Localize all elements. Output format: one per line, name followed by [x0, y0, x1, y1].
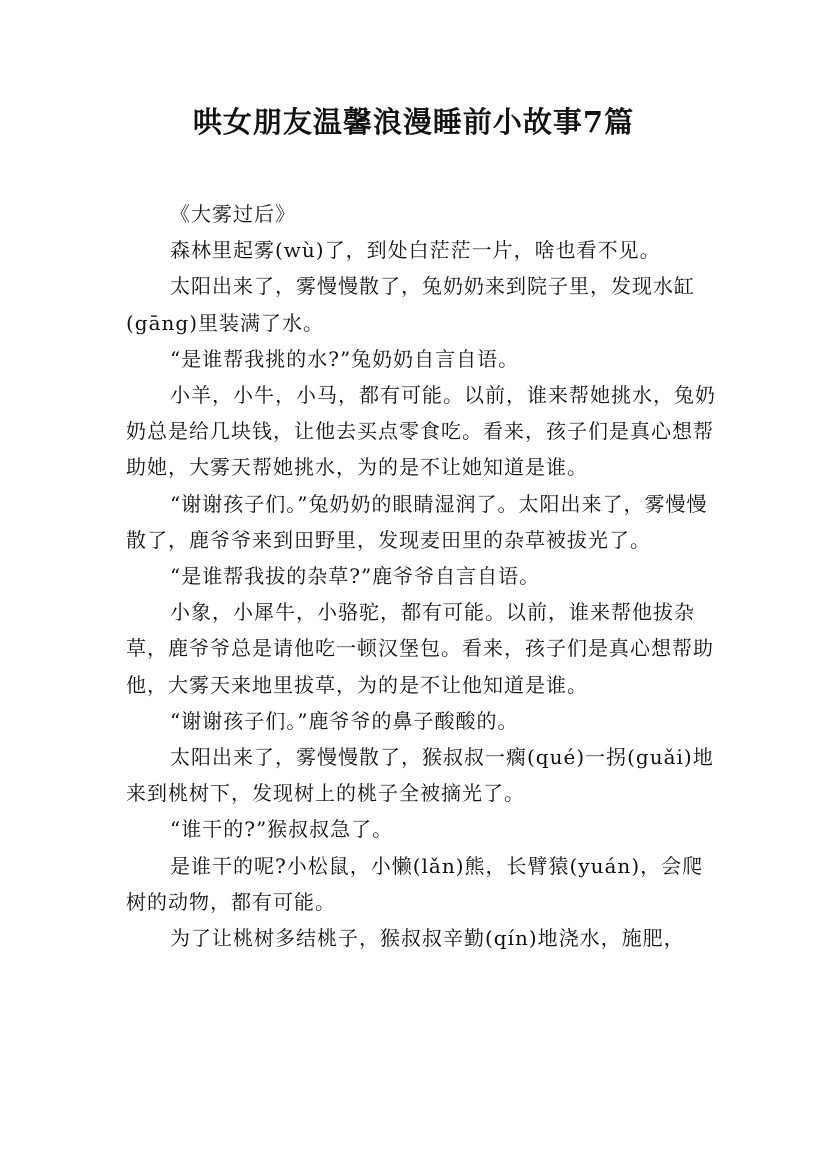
paragraph: 太阳出来了，雾慢慢散了，兔奶奶来到院子里，发现水缸(gāng)里装满了水。 [126, 274, 695, 335]
paragraph: “谢谢孩子们。”鹿爷爷的鼻子酸酸的。 [170, 708, 519, 733]
paragraph: “谁干的?”猴叔叔急了。 [170, 817, 394, 842]
paragraph: “是谁帮我拔的杂草?”鹿爷爷自言自语。 [170, 564, 541, 589]
section-title: 《大雾过后》 [170, 202, 296, 226]
paragraph: 是谁干的呢?小松鼠，小懒(lǎn)熊，长臂猿(yuán)，会爬树的动物，都有可能。 [126, 853, 704, 914]
paragraph: 太阳出来了，雾慢慢散了，猴叔叔一瘸(qué)一拐(guǎi)地来到桃树下，发现树上的桃子全被摘光了。 [126, 745, 714, 806]
paragraph: “是谁帮我挑的水?”兔奶奶自言自语。 [170, 346, 520, 371]
paragraph: 小象，小犀牛，小骆驼，都有可能。以前，谁来帮他拔杂草，鹿爷爷总是请他吃一顿汉堡包。看来，孩子们是真心想帮助他，大雾天来地里拔草，为的是不让他知道是谁。 [126, 600, 714, 697]
paragraph: 小羊，小牛，小马，都有可能。以前，谁来帮她挑水，兔奶奶总是给几块钱，让他去买点零食吃。看来，孩子们是真心想帮助她，大雾天帮她挑水，为的是不让她知道是谁。 [126, 383, 716, 480]
paragraph: 森林里起雾(wù)了，到处白茫茫一片，啥也看不见。 [170, 238, 661, 263]
page-title: 哄女朋友温馨浪漫睡前小故事7篇 [192, 105, 635, 139]
paragraph: “谢谢孩子们。”兔奶奶的眼睛湿润了。太阳出来了，雾慢慢散了，鹿爷爷来到田野里，发现麦田里的杂草被拔光了。 [126, 491, 708, 552]
paragraph: 为了让桃树多结桃子，猴叔叔辛勤(qín)地浇水，施肥， [170, 926, 685, 951]
document-body [126, 196, 716, 956]
